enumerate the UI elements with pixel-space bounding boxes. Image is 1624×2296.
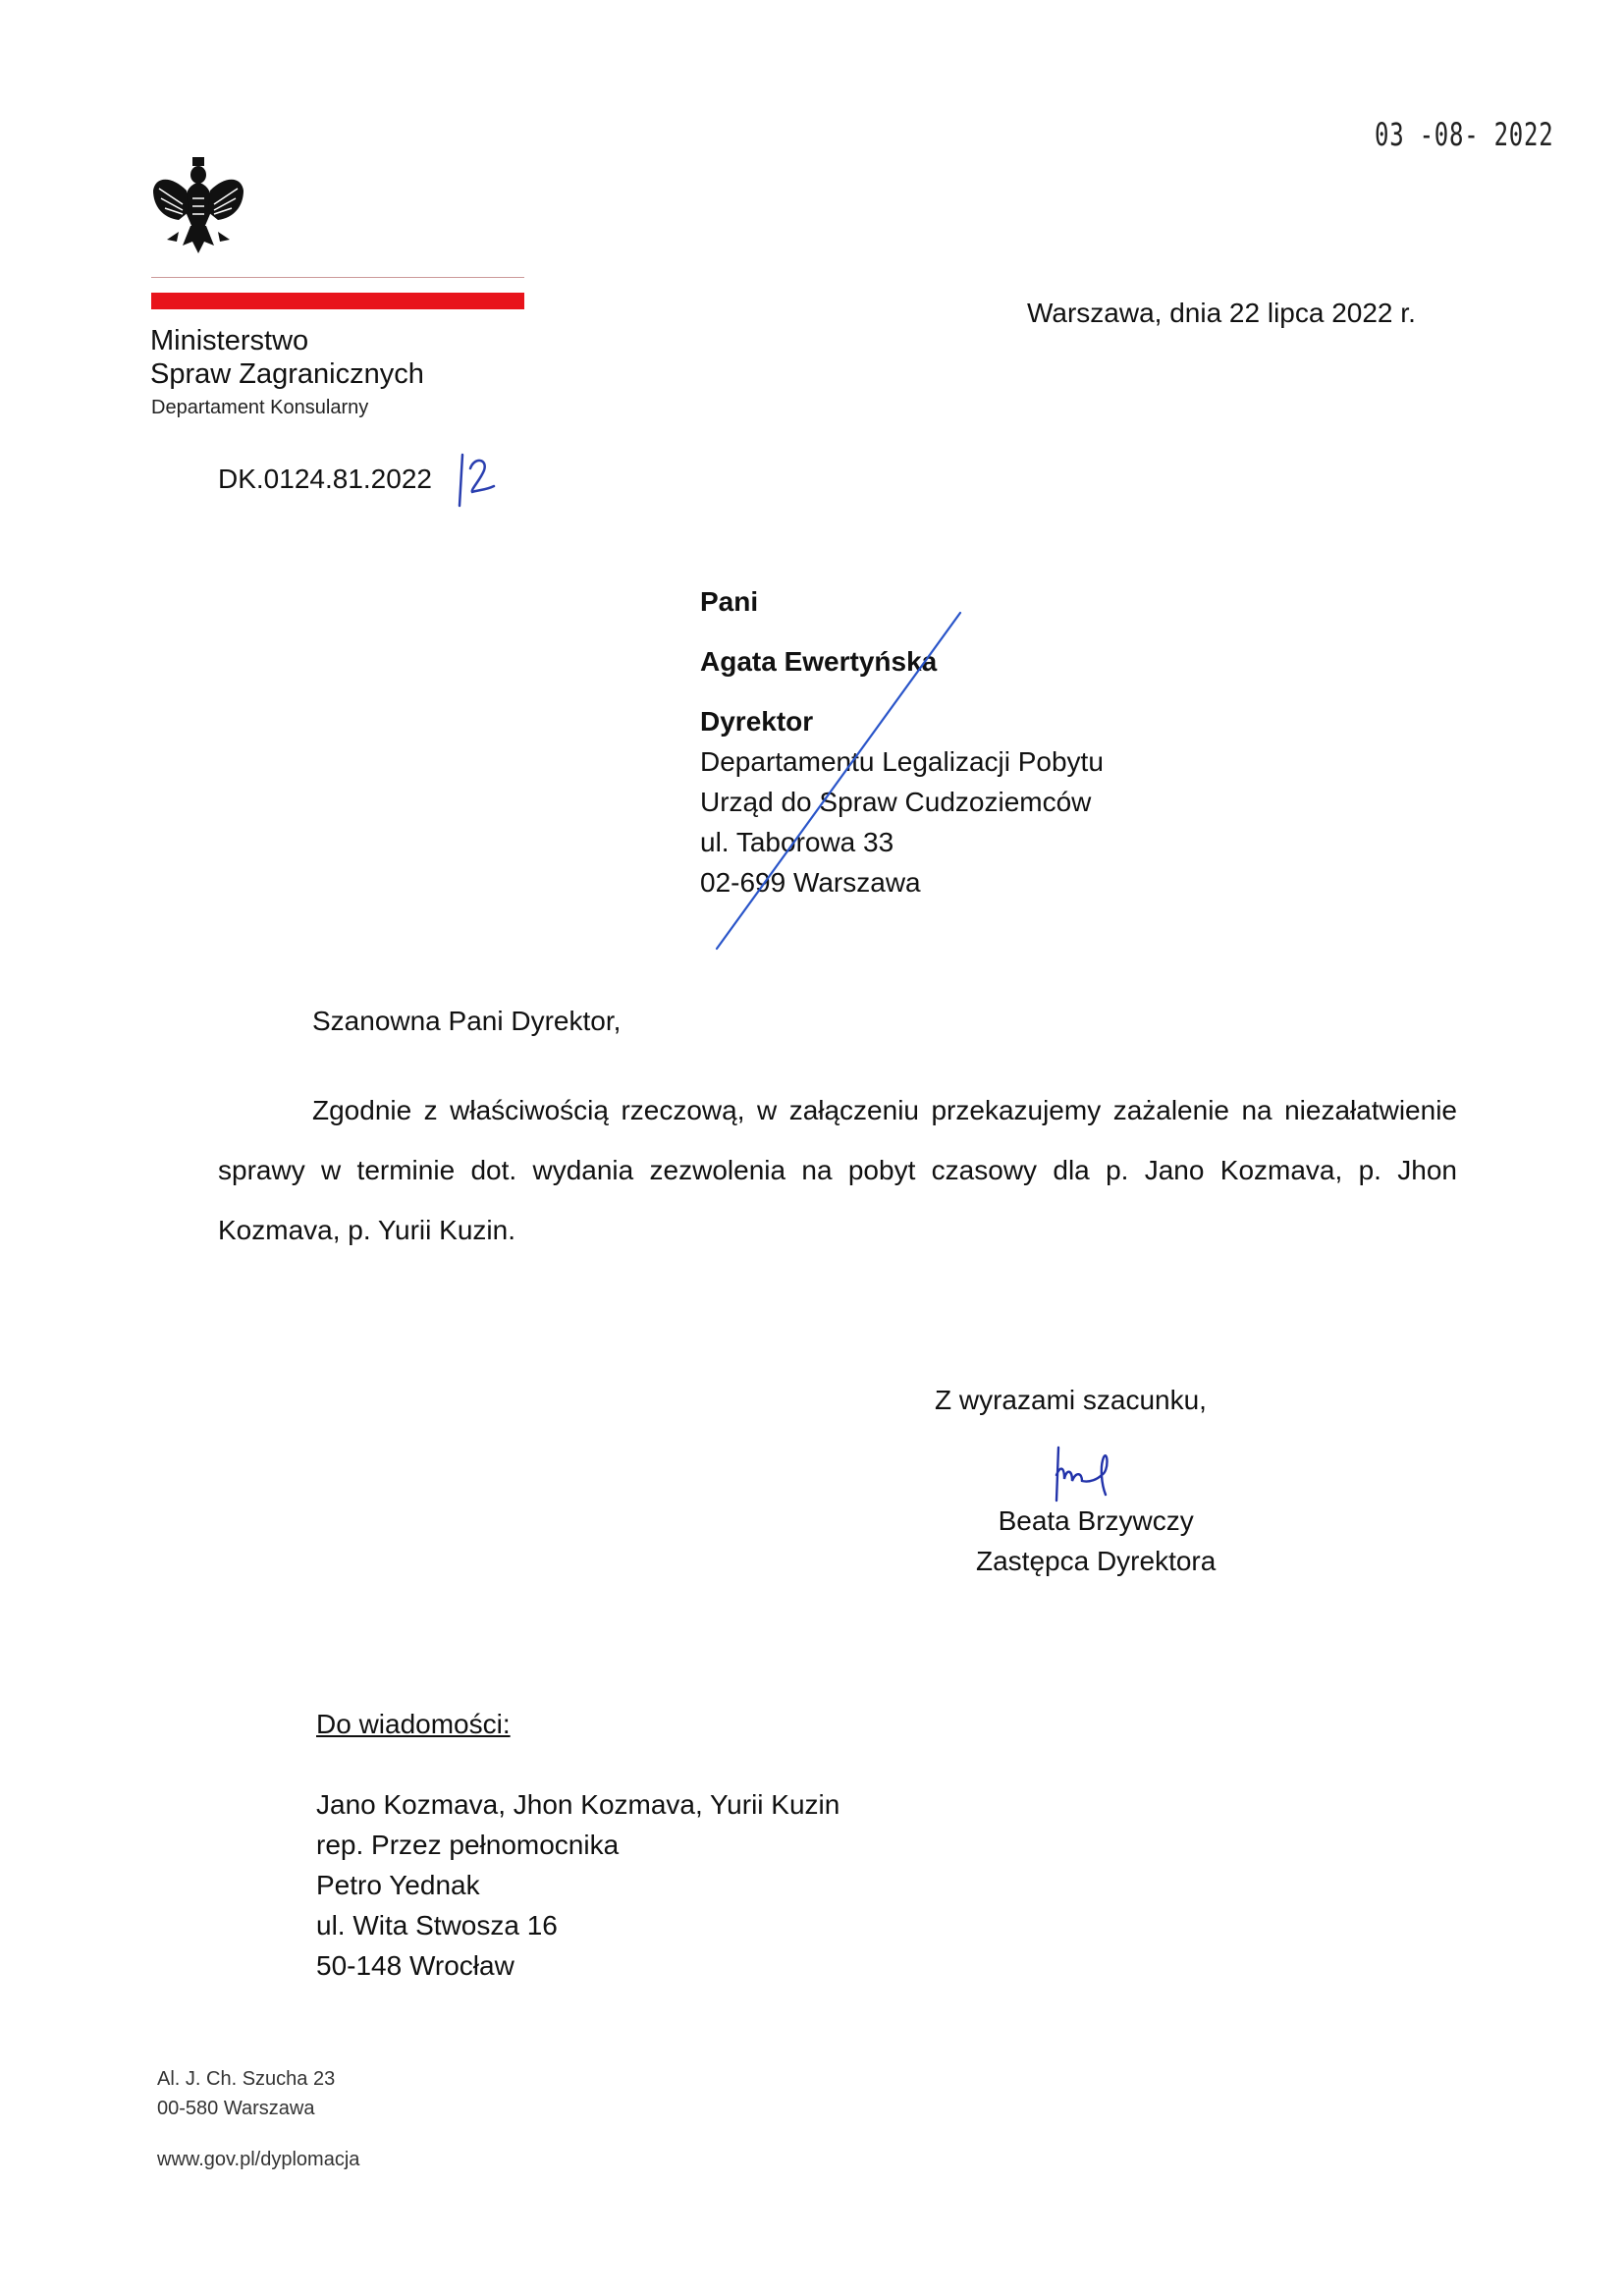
recipient-salutation: Pani	[700, 586, 759, 617]
ministry-name-line1: Ministerstwo	[150, 325, 309, 356]
header-divider	[151, 277, 524, 278]
footer-website-link[interactable]: www.gov.pl/dyplomacja	[157, 2149, 360, 2170]
footer-address	[157, 2064, 335, 2123]
recipient-address-line: Urząd do Spraw Cudzoziemców	[700, 787, 1092, 817]
recipient-title: Dyrektor	[700, 706, 814, 737]
closing-phrase: Z wyrazami szacunku,	[935, 1385, 1207, 1415]
recipient-address-line: ul. Taborowa 33	[700, 827, 894, 857]
footer-address-line2: 00-580 Warszawa	[157, 2098, 315, 2119]
signatory-block	[976, 1501, 1216, 1581]
greeting: Szanowna Pani Dyrektor,	[312, 1006, 622, 1036]
recipient-address-line: Departamentu Legalizacji Pobytu	[700, 746, 1104, 777]
handwritten-signature-icon	[1051, 1446, 1208, 1504]
cc-line: 50-148 Wrocław	[316, 1950, 514, 1981]
body-paragraph	[218, 1080, 1457, 1260]
cc-line: ul. Wita Stwosza 16	[316, 1910, 558, 1941]
place-and-date: Warszawa, dnia 22 lipca 2022 r.	[1027, 298, 1416, 328]
polish-eagle-emblem-icon	[149, 155, 247, 257]
department-name: Departament Konsularny	[151, 397, 369, 418]
received-date-stamp: 03 -08- 2022	[1375, 116, 1554, 153]
cc-line: Jano Kozmava, Jhon Kozmava, Yurii Kuzin	[316, 1789, 840, 1820]
reference-number: DK.0124.81.2022	[218, 464, 432, 494]
recipient-address-line: 02-699 Warszawa	[700, 867, 921, 898]
cc-line: rep. Przez pełnomocnika	[316, 1830, 620, 1860]
ministry-name-line2: Spraw Zagranicznych	[150, 358, 424, 390]
cc-block	[316, 1704, 839, 1986]
header-red-bar	[151, 293, 524, 309]
handwritten-annotation-icon	[457, 447, 501, 511]
signatory-position: Zastępca Dyrektora	[976, 1546, 1217, 1576]
cc-line: Petro Yednak	[316, 1870, 480, 1900]
body-paragraph-text: Zgodnie z właściwością rzeczową, w załączeniu przekazujemy zażalenie na niezałatwienie sprawy w terminie dot. wydania zezwolenia na pobyt czasowy dla p. Jano Kozmava, p. Jhon Kozmava, p. Yurii Kuzin.	[218, 1095, 1457, 1245]
pen-strike-mark	[707, 609, 972, 953]
footer-address-line1: Al. J. Ch. Szucha 23	[157, 2068, 336, 2090]
signatory-name: Beata Brzywczy	[998, 1505, 1194, 1536]
ministry-name	[150, 324, 424, 391]
cc-heading: Do wiadomości:	[316, 1709, 511, 1739]
recipient-name: Agata Ewertyńska	[700, 646, 938, 677]
